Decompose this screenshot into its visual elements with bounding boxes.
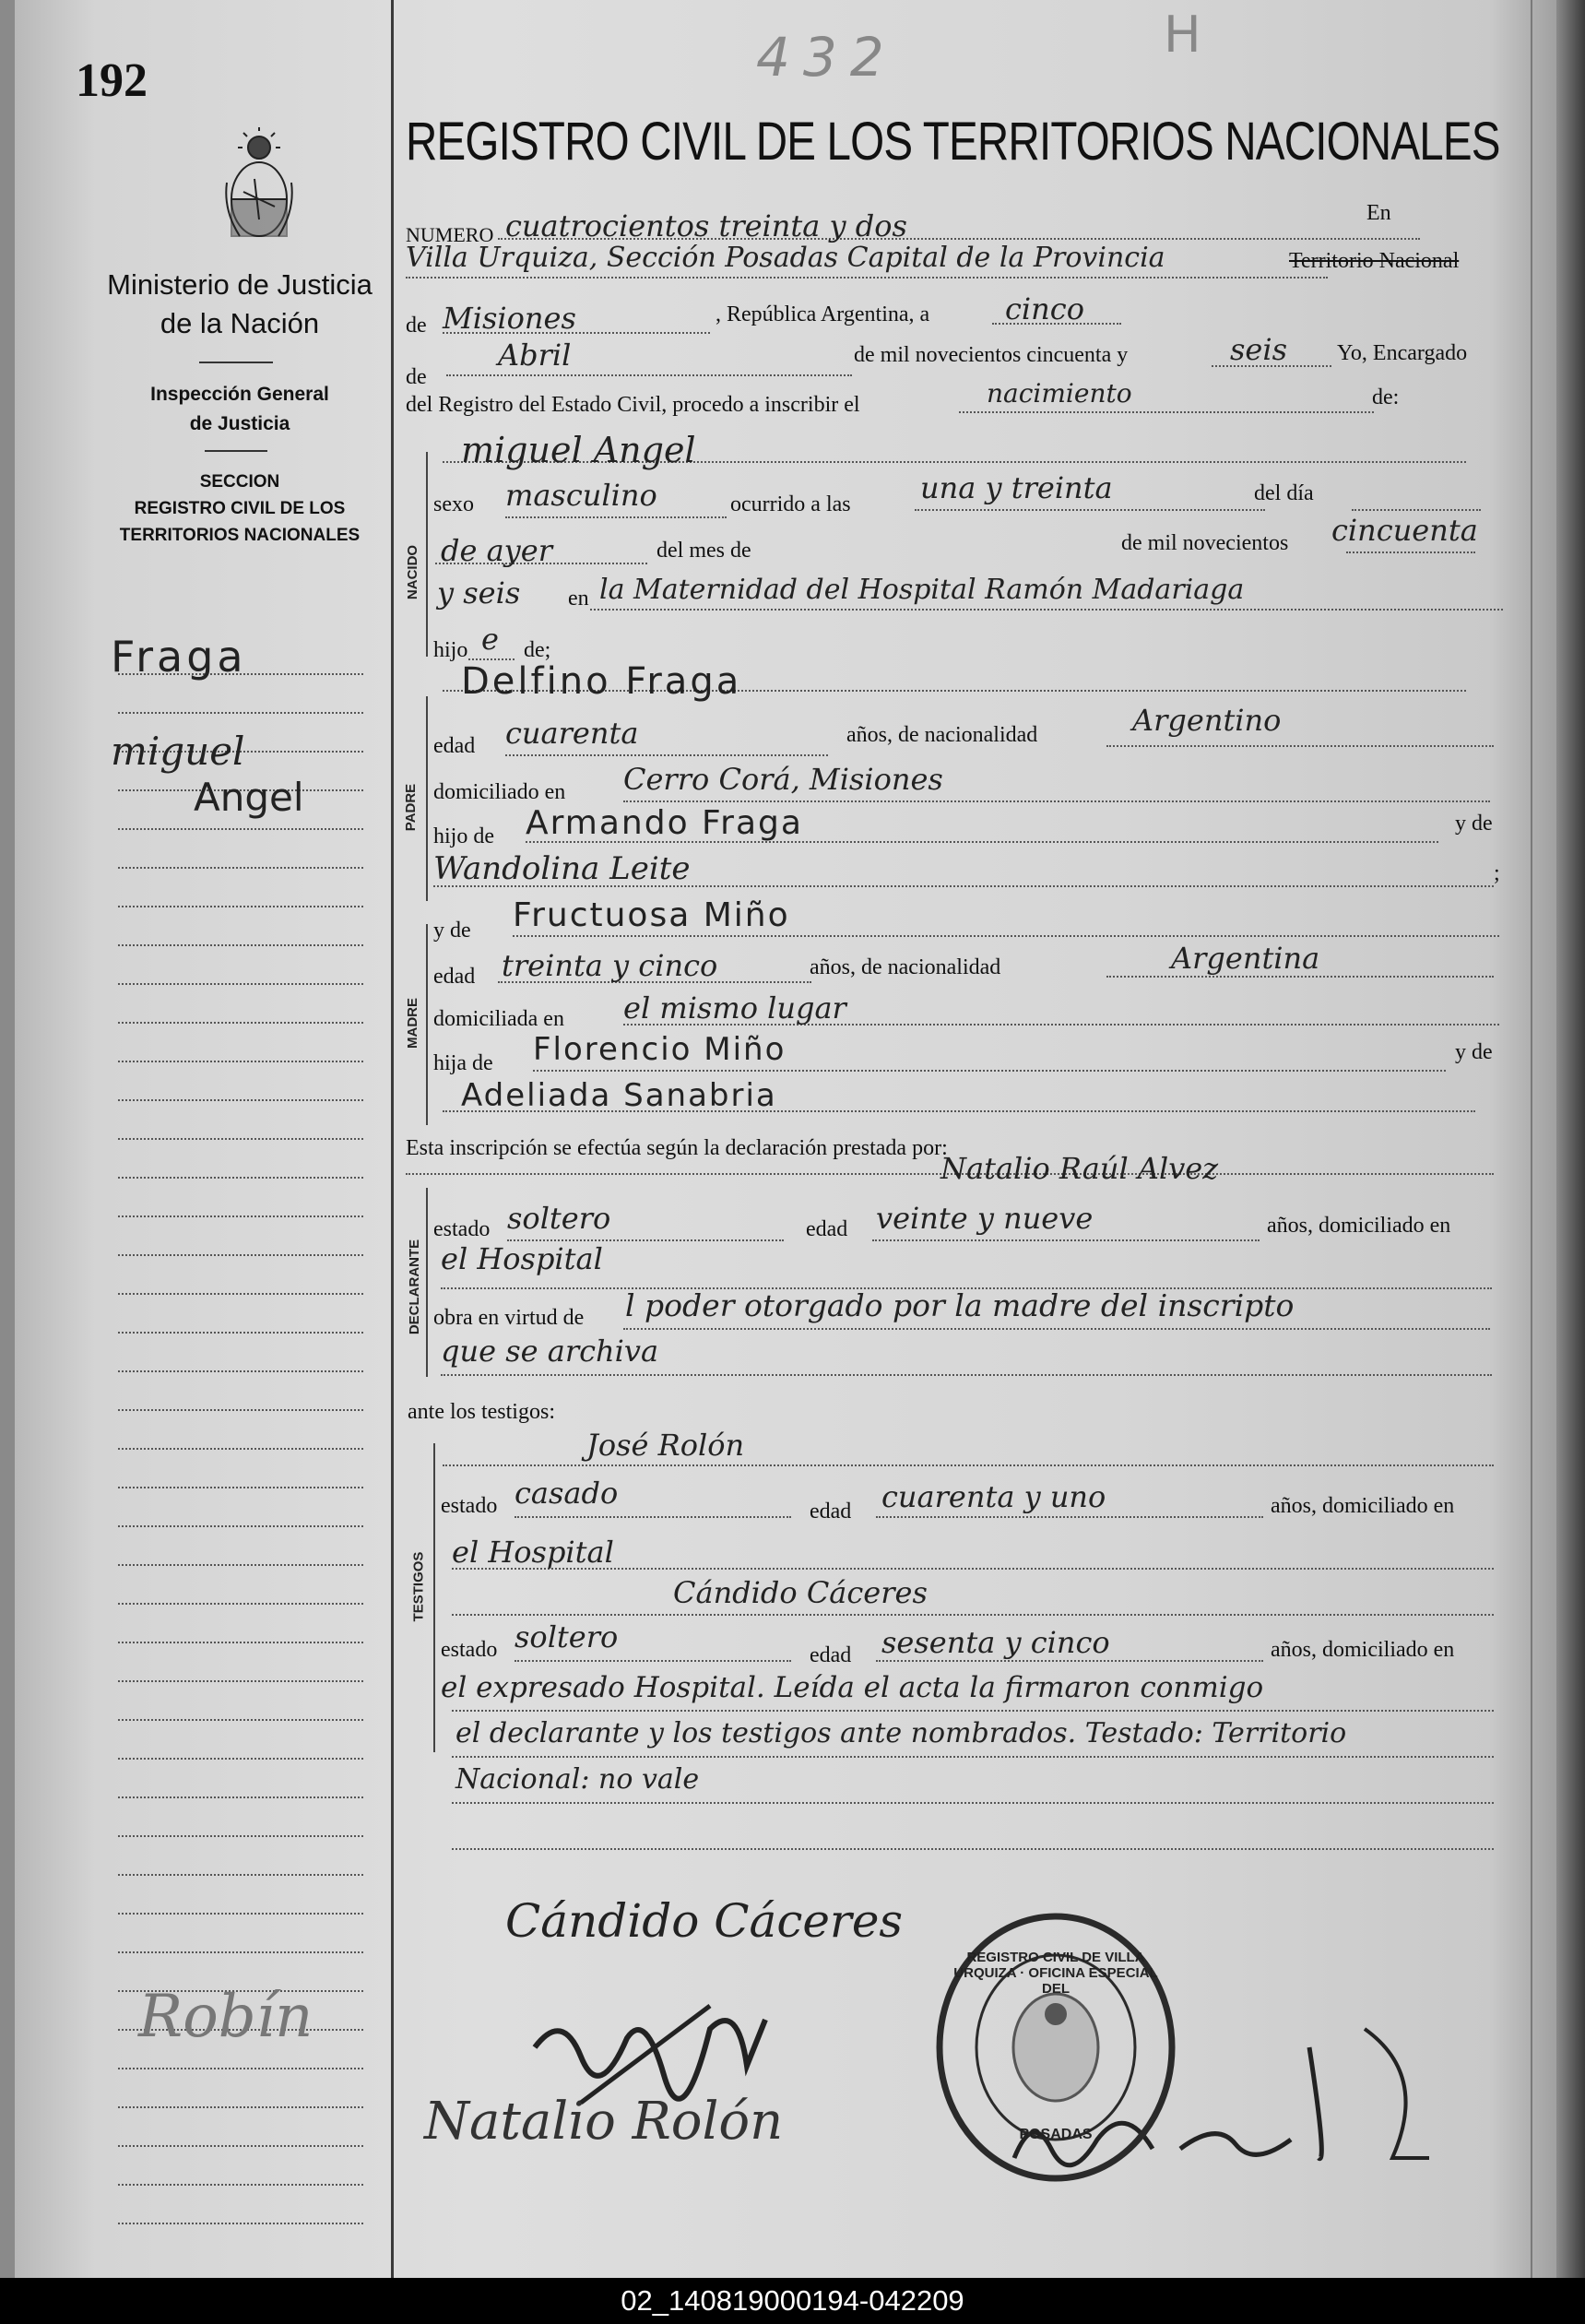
sidebar-rule-line [118, 1487, 363, 1488]
form-rule-line [1106, 976, 1494, 978]
archive-mark: 432 [756, 26, 897, 89]
form-rule-line [452, 1848, 1494, 1850]
hijo-value: e [481, 622, 499, 657]
archive-letter: H [1164, 6, 1201, 64]
sidebar-divider [391, 0, 394, 2278]
ministry-underline [199, 362, 273, 363]
form-rule-line [513, 935, 1499, 937]
margin-signature: Robín [138, 1983, 313, 2051]
form-rule-line [876, 1660, 1263, 1662]
father-name: Delfino Fraga [461, 660, 742, 703]
nacido-caption: NACIDO [405, 544, 421, 600]
obra-value1: l poder otorgado por la madre del inscripto [625, 1287, 1295, 1323]
sidebar-rule-line [118, 1951, 363, 1953]
semicolon-mark: ; [1494, 861, 1500, 885]
month-value: Abril [498, 338, 572, 373]
declarant-address: el Hospital [441, 1241, 603, 1276]
image-caption: 02_140819000194-042209 [0, 2278, 1585, 2324]
father-edad-label: edad [433, 734, 476, 758]
child-name: miguel Angel [461, 430, 696, 470]
sidebar-rule-line [118, 1525, 363, 1527]
witness1-name: José Rolón [586, 1428, 745, 1463]
sidebar-rule-line [118, 944, 363, 946]
margin-name2: Angel [194, 775, 304, 820]
ministry-heading [101, 266, 378, 343]
declaracion-label: Esta inscripción se efectúa según la declaración prestada por: [406, 1136, 948, 1160]
declarant-anos-label: años, domiciliado en [1267, 1214, 1451, 1238]
novecientos-value: cincuenta [1331, 513, 1478, 548]
madre-caption: MADRE [405, 998, 420, 1049]
sidebar-rule-line [118, 1138, 363, 1140]
form-rule-line [505, 516, 727, 518]
form-rule-line [452, 1710, 1494, 1712]
mother-age: treinta y cinco [502, 948, 718, 983]
father-hijo-de-label: hijo de [433, 824, 494, 848]
signature-declarant: Natalio Rolón [424, 2092, 784, 2152]
registry-stamp [931, 1909, 1180, 2186]
republica-label: , República Argentina, a [716, 302, 930, 326]
de-colon-label: de: [1372, 385, 1400, 409]
province-value: Misiones [443, 301, 576, 336]
de-label: de [406, 314, 427, 338]
declarante-caption: DECLARANTE [407, 1239, 423, 1335]
form-rule-line [441, 1374, 1492, 1376]
mother-nationality: Argentina [1171, 941, 1320, 976]
mother-address: el mismo lugar [623, 990, 846, 1026]
sidebar-rule-line [118, 983, 363, 985]
father-mother: Wandolina Leite [433, 850, 691, 887]
form-rule-line [1106, 745, 1494, 747]
numero-value: cuatrocientos treinta y dos [505, 208, 907, 243]
section-line3: TERRITORIOS NACIONALES [119, 526, 361, 545]
form-rule-line [533, 1070, 1446, 1072]
closing-line3: Nacional: no vale [455, 1763, 700, 1796]
form-rule-line [452, 1802, 1494, 1804]
act-value: nacimiento [987, 378, 1132, 409]
sidebar-rule-line [118, 867, 363, 869]
form-rule-line [959, 411, 1374, 413]
mother-hija-de-label: hija de [433, 1051, 493, 1075]
sidebar-rule-line [118, 1874, 363, 1876]
day-value: cinco [1005, 291, 1084, 326]
stamp-bottom-text: POSADAS [1019, 2127, 1093, 2142]
form-rule-line [590, 609, 1503, 611]
sidebar-rule-line [118, 1835, 363, 1837]
inspection-line1: Inspección General [150, 384, 329, 405]
section-line2: REGISTRO CIVIL DE LOS [134, 499, 346, 518]
sidebar-rule-line [118, 1022, 363, 1024]
sidebar-rule-line [118, 1719, 363, 1721]
mother-edad-label: edad [433, 965, 476, 989]
sidebar-rule-line [118, 1448, 363, 1450]
coat-of-arms-icon [219, 127, 299, 249]
mother-name: Fructuosa Miño [513, 896, 790, 934]
sidebar-rule-line [118, 1293, 363, 1295]
folio-number: 192 [76, 54, 148, 107]
mother-domiciliada-label: domiciliada en [433, 1007, 564, 1031]
testigos-caption: TESTIGOS [410, 1551, 427, 1622]
witness1-edad-label: edad [810, 1500, 852, 1524]
witness2-name: Cándido Cáceres [673, 1575, 928, 1610]
year-birth-value: y seis [437, 575, 521, 611]
closing-line1: el expresado Hospital. Leída el acta la firmaron conmigo [441, 1671, 1264, 1704]
sidebar-rule-line [118, 828, 363, 830]
witness2-anos-label: años, domiciliado en [1271, 1638, 1455, 1662]
novecientos-label: de mil novecientos [1121, 531, 1289, 555]
father-age: cuarenta [505, 716, 639, 751]
binding-edge [0, 0, 15, 2278]
form-rule-line [446, 374, 852, 376]
sidebar-rule-line [118, 1409, 363, 1411]
encargado-label: Yo, Encargado [1337, 341, 1468, 365]
declarant-name: Natalio Raúl Alvez [940, 1151, 1219, 1186]
form-rule-line [505, 754, 828, 756]
sexo-label: sexo [433, 492, 474, 516]
form-rule-line [452, 1756, 1494, 1758]
sidebar-rule-line [118, 1254, 363, 1256]
signature-witness: Cándido Cáceres [505, 1894, 904, 1948]
witness1-anos-label: años, domiciliado en [1271, 1494, 1455, 1518]
form-rule-line [872, 1239, 1260, 1241]
sidebar-rule-line [118, 1758, 363, 1760]
testigos-label: ante los testigos: [408, 1400, 555, 1424]
year-label: de mil novecientos cincuenta y [854, 343, 1129, 367]
sidebar-rule-line [118, 2223, 363, 2224]
father-address: Cerro Corá, Misiones [623, 762, 943, 797]
form-rule-line [452, 1614, 1494, 1616]
section-line1: SECCION [199, 472, 280, 492]
de-label-2: de [406, 365, 427, 389]
en-la-label: en [568, 587, 589, 611]
sidebar-rule-line [118, 1603, 363, 1605]
margin-surname: Fraga [111, 632, 247, 682]
ministry-line1: Ministerio de Justicia [107, 268, 373, 301]
padre-bracket [426, 696, 428, 901]
sidebar-rule-line [118, 1215, 363, 1217]
margin-name1: miguel [111, 729, 245, 774]
form-rule-line [915, 509, 1265, 511]
declarant-status: soltero [507, 1201, 611, 1236]
father-father: Armando Fraga [526, 804, 803, 842]
form-rule-line [1346, 551, 1475, 553]
nacido-bracket [426, 452, 428, 657]
sidebar-rule-line [118, 1796, 363, 1798]
form-rule-line [406, 277, 1328, 279]
father-anos-label: años, de nacionalidad [846, 723, 1038, 747]
witness1-status: casado [515, 1476, 619, 1511]
padre-caption: PADRE [403, 783, 420, 832]
sidebar-rule-line [118, 1642, 363, 1643]
de-semicolon-label: de; [524, 638, 551, 662]
place-value: Villa Urquiza, Sección Posadas Capital de la Provincia [406, 242, 1165, 274]
sidebar-rule-line [118, 906, 363, 907]
declarant-age: veinte y nueve [876, 1201, 1094, 1236]
page-edge-line [1531, 0, 1532, 2278]
sidebar-rule-line [118, 1680, 363, 1682]
mother-mother: Adeliada Sanabria [461, 1077, 777, 1114]
day-birth-value: de ayer [441, 533, 552, 568]
sidebar-rule-line [118, 1099, 363, 1101]
father-y-de-label: y de [1455, 812, 1493, 836]
sidebar-rule-line [118, 1061, 363, 1062]
form-rule-line [876, 1516, 1263, 1518]
witness2-estado-label: estado [441, 1638, 498, 1662]
signature-scribble [526, 1992, 802, 2121]
inspection-heading [101, 380, 378, 439]
mes-label: del mes de [656, 539, 751, 563]
form-rule-line [515, 1516, 791, 1518]
page-edge [1556, 0, 1585, 2278]
sidebar-rule-line [118, 712, 363, 714]
obra-label: obra en virtud de [433, 1306, 585, 1330]
year-value: seis [1230, 332, 1288, 367]
form-rule-line [1352, 509, 1481, 511]
form-rule-line [623, 800, 1490, 802]
sidebar-rule-line [118, 2068, 363, 2069]
ocurrido-label: ocurrido a las [730, 492, 851, 516]
sidebar-rule-line [118, 2145, 363, 2147]
numero-label: NUMERO [406, 223, 494, 246]
closing-line2: el declarante y los testigos ante nombrados. Testado: Territorio [455, 1717, 1347, 1749]
mother-father: Florencio Miño [533, 1031, 787, 1068]
madre-bracket [426, 924, 428, 1125]
sidebar-rule-line [118, 1332, 363, 1334]
inspection-line2: de Justicia [189, 413, 290, 434]
sidebar-rule-line [118, 1177, 363, 1179]
testigos-bracket [433, 1443, 435, 1752]
witness1-address: el Hospital [452, 1535, 614, 1570]
witness2-edad-label: edad [810, 1643, 852, 1667]
birth-place-value: la Maternidad del Hospital Ramón Madariaga [599, 574, 1245, 606]
father-nationality: Argentino [1132, 703, 1282, 738]
hour-value: una y treinta [920, 470, 1113, 505]
sidebar-rule-line [118, 1564, 363, 1566]
sidebar-rule-line [118, 2184, 363, 2186]
sexo-value: masculino [505, 478, 657, 513]
sidebar-rule-line [118, 2106, 363, 2108]
form-rule-line [623, 1328, 1490, 1330]
declarant-estado-label: estado [433, 1217, 491, 1241]
witness2-age: sesenta y cinco [881, 1625, 1110, 1660]
declarant-edad-label: edad [806, 1217, 848, 1241]
section-heading [101, 468, 378, 549]
form-rule-line [443, 1464, 1494, 1466]
form-title: REGISTRO CIVIL DE LOS TERRITORIOS NACIONALES [406, 112, 1500, 172]
mother-y-de-label: y de [433, 919, 471, 943]
en-label: En [1366, 201, 1391, 225]
hijo-label: hijo [433, 638, 468, 662]
stamp-ring-text: REGISTRO CIVIL DE VILLA URQUIZA · OFICINA ESPECIAL DEL [953, 1950, 1158, 1997]
inspection-underline [205, 450, 267, 452]
sidebar-rule-line [118, 1370, 363, 1372]
witness2-status: soltero [515, 1619, 619, 1654]
mother-anos-label: años, de nacionalidad [810, 955, 1001, 979]
declarante-bracket [426, 1188, 428, 1377]
witness1-age: cuarenta y uno [881, 1479, 1106, 1514]
registro-label: del Registro del Estado Civil, procedo a inscribir el [406, 393, 860, 417]
sidebar-rule-line [118, 1913, 363, 1915]
witness1-estado-label: estado [441, 1494, 498, 1518]
ministry-line2: de la Nación [160, 307, 320, 339]
mother-y-de-label: y de [1455, 1040, 1493, 1064]
obra-value2: que se archiva [441, 1334, 659, 1369]
father-domiciliado-label: domiciliado en [433, 780, 566, 804]
territorio-label: Territorio Nacional [1289, 249, 1460, 273]
form-rule-line [515, 1660, 791, 1662]
del-dia-label: del día [1254, 481, 1314, 505]
